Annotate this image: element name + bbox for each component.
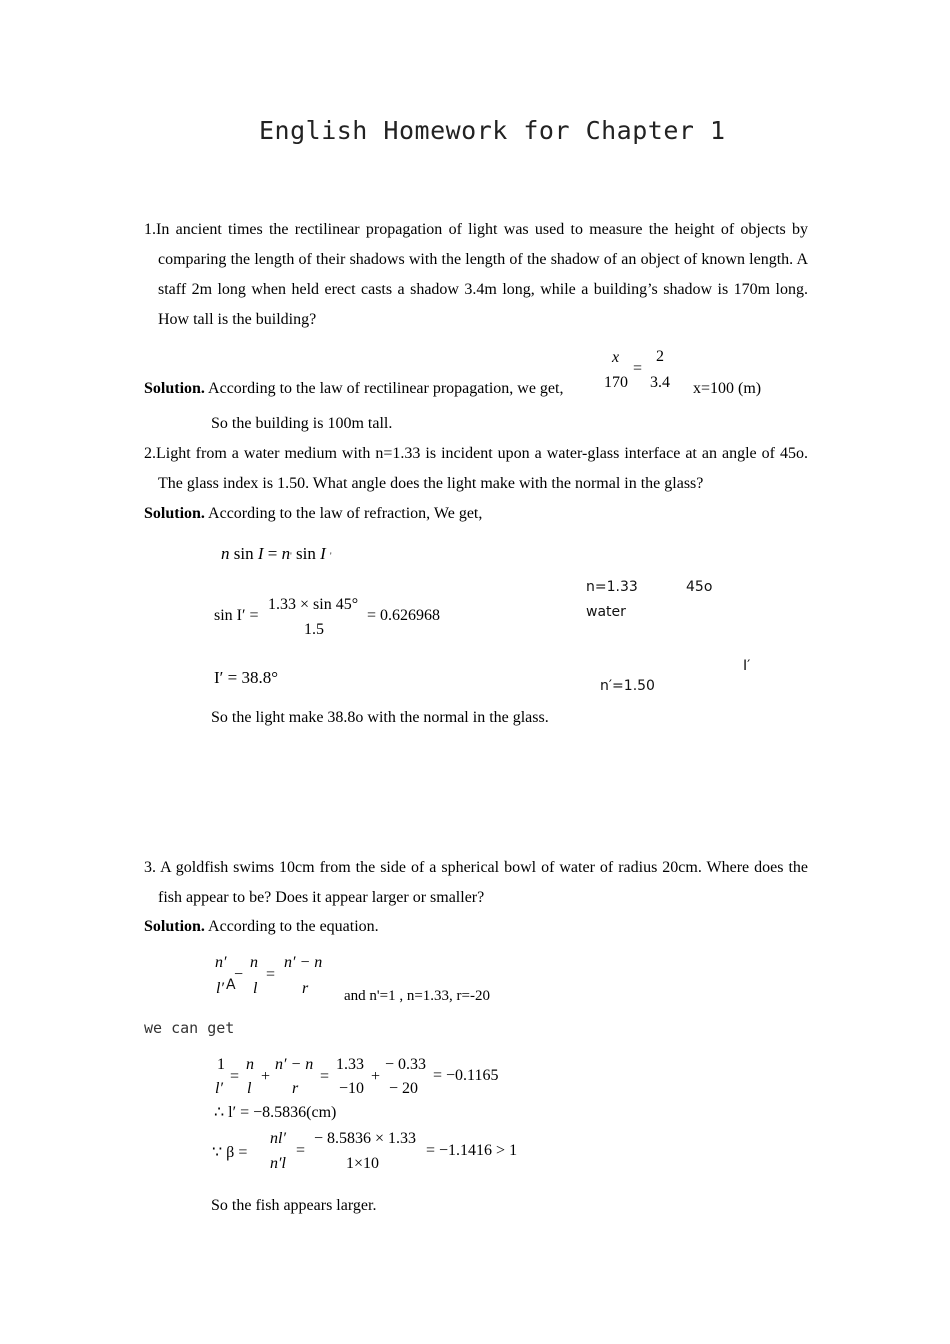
q2-eq2-den: 1.5	[304, 621, 324, 638]
diagram-angle-label: 45o	[686, 579, 713, 595]
q1-solution-text: According to the law of rectilinear propagation, we get,	[208, 380, 564, 397]
q1-eq-equals: =	[633, 360, 643, 377]
diagram-refracted-label: I′	[743, 658, 751, 674]
q3-beta-num2: − 8.5836 × 1.33	[314, 1130, 417, 1147]
q3-beta-den2: 1×10	[346, 1155, 380, 1172]
q3-therefore: ∴ l′ = −8.5836(cm)	[214, 1104, 337, 1121]
q3-calc-133: 1.33	[336, 1056, 364, 1073]
question-2	[144, 439, 808, 499]
q2-eq1: n sin I = n' sin I '	[221, 544, 332, 563]
q1-eq-170: 170	[604, 374, 628, 391]
diagram-n-prime-label: n′=1.50	[600, 678, 655, 694]
q3-calc-eq1: =	[230, 1068, 240, 1085]
q3-solution-text: According to the equation.	[208, 918, 379, 935]
q3-calc-m20: − 20	[389, 1080, 419, 1097]
q3-beta-eq: =	[296, 1142, 306, 1159]
q2-solution-label: Solution.	[144, 505, 205, 522]
question-1	[144, 215, 808, 335]
q3-eq-equals: =	[266, 966, 276, 983]
q3-calc-l: l	[247, 1080, 252, 1097]
q3-eq-l-prime: l′	[216, 980, 224, 997]
q3-conclusion: So the fish appears larger.	[211, 1197, 377, 1214]
question-3	[144, 853, 808, 913]
q2-eq2-num: 1.33 × sin 45°	[268, 596, 359, 613]
q3-calc-r: r	[292, 1080, 299, 1097]
q3-eq-minus: −	[234, 966, 244, 983]
q3-eq-n-prime: n′	[215, 954, 227, 971]
q2-eq3: I′ = 38.8°	[214, 668, 279, 687]
q2-eq2-lhs: sin I′ =	[214, 607, 259, 624]
q1-solution-label: Solution.	[144, 380, 205, 397]
q3-calc-033: − 0.33	[385, 1056, 427, 1073]
q3-eq-n: n	[250, 954, 258, 971]
q3-calc-plus1: +	[261, 1068, 271, 1085]
q3-beta-den1: n′l	[270, 1155, 286, 1172]
q3-eq-l: l	[253, 980, 258, 997]
diagram-n-label: n=1.33	[586, 579, 638, 595]
diagram-medium-label: water	[586, 604, 626, 620]
q3-calc-1: 1	[217, 1056, 225, 1073]
q3-beta-result: = −1.1416 > 1	[426, 1142, 518, 1159]
q3-calc-lp: l′	[215, 1080, 223, 1097]
question-1-text: 1.In ancient times the rectilinear propagation of light was used to measure the height of objects by comparing the length of their shadows with the length of the shadow of an object of known length. A staff 2m long when held erect casts a shadow 3.4m long, while a building’s shadow is 170m long. How tall is the building?	[144, 221, 808, 328]
q1-result: x=100 (m)	[693, 380, 762, 397]
q3-calc-m10: −10	[339, 1080, 365, 1097]
q3-calc-eq2: =	[320, 1068, 330, 1085]
q1-solution	[144, 380, 563, 398]
q3-eq-r: r	[302, 980, 309, 997]
q3-solution-label: Solution.	[144, 918, 205, 935]
q1-eq-34: 3.4	[650, 374, 670, 391]
q1-conclusion: So the building is 100m tall.	[211, 415, 393, 432]
question-3-text: 3. A goldfish swims 10cm from the side of a spherical bowl of water of radius 20cm. Where does the fish appear to be? Does it appear larger or smaller?	[144, 859, 808, 906]
q2-solution-text: According to the law of refraction, We get,	[208, 505, 483, 522]
q3-eq-num-rhs: n′ − n	[284, 954, 323, 971]
q3-we-can-get: we can get	[144, 1019, 235, 1037]
q3-beta-num1: nl′	[270, 1130, 286, 1147]
q1-eq-x: x	[612, 349, 620, 366]
q3-calc-result: = −0.1165	[433, 1067, 499, 1084]
q2-conclusion: So the light make 38.8o with the normal in the glass.	[211, 709, 549, 726]
q3-calc-n-diff: n′ − n	[275, 1056, 314, 1073]
q2-solution	[144, 505, 482, 523]
page-title: English Homework for Chapter 1	[259, 116, 726, 145]
q1-eq-2: 2	[656, 348, 664, 365]
question-2-text: 2.Light from a water medium with n=1.33 is incident upon a water-glass interface at an angle of 45o. The glass index is 1.50. What angle does the light make with the normal in the glass?	[144, 445, 808, 492]
q3-solution	[144, 918, 379, 936]
q3-calc-n: n	[246, 1056, 254, 1073]
q3-calc-plus2: +	[371, 1068, 381, 1085]
q3-eq-a: A	[226, 977, 236, 993]
q3-beta-lhs: ∵ β =	[212, 1144, 248, 1161]
q2-eq2-rhs: = 0.626968	[367, 607, 441, 624]
q3-conditions: and n'=1 , n=1.33, r=-20	[344, 988, 490, 1004]
